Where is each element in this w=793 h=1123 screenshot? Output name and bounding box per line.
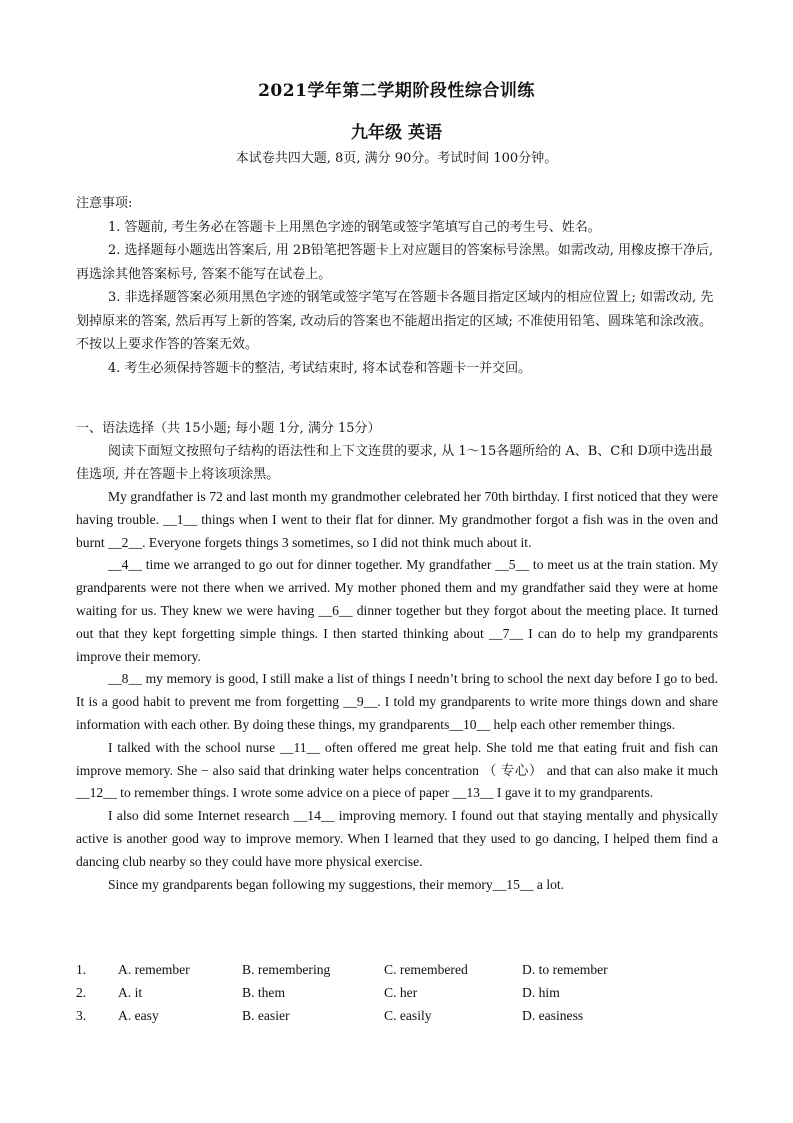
notice-item: 4. 考生必须保持答题卡的整洁, 考试结束时, 将本试卷和答题卡一并交回。 bbox=[108, 360, 532, 376]
question-number: 2. bbox=[76, 985, 87, 1000]
passage-paragraph: __8__ my memory is good, I still make a list of things I needn’t bring to school the next day before I go to bed. It is a good habit to prevent me from forgetting __9__. I told my grandparents to write more things down and share information with each other. By doing these things, my grandparents__10__ help each other remember things. bbox=[76, 671, 718, 732]
section-heading: 一、语法选择（共 15小题; 每小题 1分, 满分 15分） bbox=[76, 421, 381, 436]
section-instruction: 阅读下面短文按照句子结构的语法性和上下文连贯的要求, 从 1～15各题所给的 A、B、C和 D项中选出最佳选项, 并在答题卡上将该项涂黑。 bbox=[76, 444, 713, 482]
passage-paragraph: My grandfather is 72 and last month my grandmother celebrated her 70th birthday. I first noticed that they were having trouble. __1__ things when I went to their flat for dinner. My grandmother forgot a fish was in the oven and burnt __2__. Everyone forgets things 3 sometimes, so I did not think much about it. bbox=[76, 489, 718, 550]
notice-item: 2. 选择题每小题选出答案后, 用 2B铅笔把答题卡上对应题目的答案标号涂黑。如需改动, 用橡皮擦干净后, 再选涂其他答案标号, 答案不能写在试卷上。 bbox=[76, 243, 714, 282]
exam-subtitle: 九年级 英语 bbox=[351, 123, 442, 143]
option-d: D. him bbox=[522, 985, 560, 1000]
notice-item: 1. 答题前, 考生务必在答题卡上用黑色字迹的钢笔或签字笔填写自己的考生号、姓名。 bbox=[108, 219, 601, 235]
exam-info: 本试卷共四大题, 8页, 满分 90分。考试时间 100分钟。 bbox=[235, 151, 558, 166]
option-c: C. her bbox=[384, 985, 418, 1000]
grammar-section bbox=[76, 417, 718, 896]
question-row bbox=[76, 1008, 718, 1031]
option-b: B. easier bbox=[242, 1008, 290, 1023]
question-number: 3. bbox=[76, 1008, 87, 1023]
passage-paragraph: __4__ time we arranged to go out for dinner together. My grandfather __5__ to meet us at the train station. My grandparents were not there when we arrived. My mother phoned them and my grandfather said they were at home waiting for us. They knew we were having __6__ dinner together but they forgot about the meeting place. It turned out that they kept forgetting simple things. I then started thinking about __7__ I can do to help my grandparents improve their memory. bbox=[76, 557, 718, 664]
notice-heading: 注意事项: bbox=[76, 196, 133, 211]
notice-block bbox=[76, 192, 718, 380]
question-number: 1. bbox=[76, 962, 87, 977]
question-row bbox=[76, 985, 718, 1008]
notice-item: 3. 非选择题答案必须用黑色字迹的钢笔或签字笔写在答题卡各题目指定区域内的相应位置上; 如需改动, 先划掉原来的答案, 然后再写上新的答案, 改动后的答案也不能超出指定的区域; 不准使用铅笔、圆珠笔和涂改液。不按以上要求作答的答案无效。 bbox=[76, 290, 714, 352]
option-d: D. to remember bbox=[522, 962, 608, 977]
reading-passage bbox=[76, 486, 718, 896]
question-row bbox=[76, 962, 718, 985]
option-a: A. remember bbox=[118, 962, 190, 977]
option-b: B. them bbox=[242, 985, 286, 1000]
passage-paragraph: I talked with the school nurse __11__ often offered me great help. She told me that eating fruit and fish can improve memory. She − also said that drinking water helps concentration （ 专心） and that can also make it much __12__ to remember things. I wrote some advice on a piece of paper __13__ I gave it to my grandparents. bbox=[76, 739, 718, 801]
passage-paragraph: I also did some Internet research __14__ improving memory. I found out that staying mentally and physically active is another good way to improve memory. When I learned that they used to go dancing, I helped them find a dancing club nearby so they could have more physical exercise. bbox=[76, 808, 718, 869]
option-a: A. easy bbox=[118, 1008, 159, 1023]
option-b: B. remembering bbox=[242, 962, 331, 977]
option-d: D. easiness bbox=[522, 1008, 584, 1023]
option-c: C. remembered bbox=[384, 962, 468, 977]
option-c: C. easily bbox=[384, 1008, 432, 1023]
passage-paragraph: Since my grandparents began following my suggestions, their memory__15__ a lot. bbox=[108, 876, 565, 892]
question-options bbox=[76, 962, 718, 1031]
exam-title: 2021学年第二学期阶段性综合训练 bbox=[258, 81, 535, 101]
option-a: A. it bbox=[118, 985, 143, 1000]
